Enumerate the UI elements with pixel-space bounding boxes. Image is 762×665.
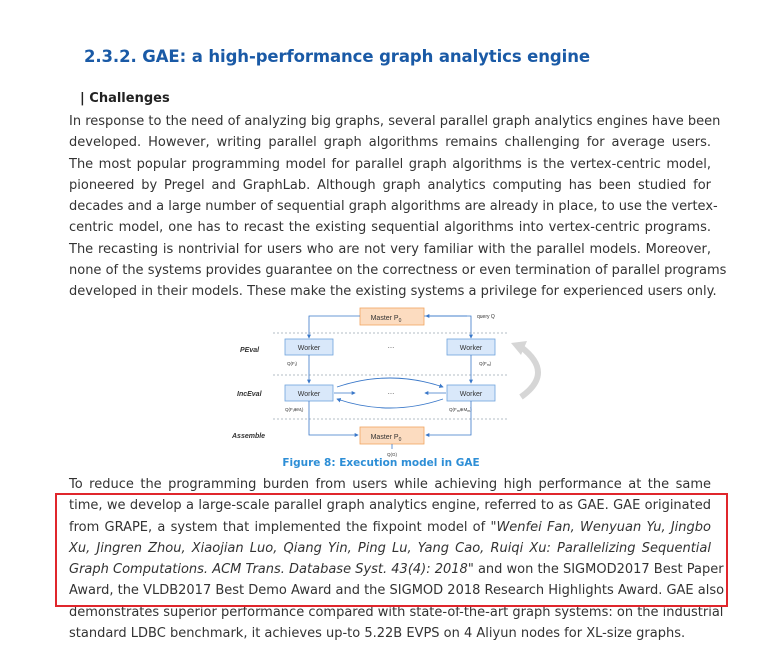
paragraph-line: developed in their models. These make the existing systems a privilege for experienced users only. [69,284,717,300]
dispatch-arrow [309,316,360,338]
phase-label-inceval: IncEval [237,391,262,398]
query-label: query Q [477,314,495,320]
paragraph-line: To reduce the programming burden from users while achieving high performance at the same [69,477,711,492]
paragraph-line: none of the systems provides guarantee on the correctness or even termination of parallel programs [69,263,727,279]
master-label: Master $P_0$ [370,315,402,324]
paragraph-line: Graph Computations. ACM Trans. Database Syst. 43(4): 2018" and won the SIGMOD2017 Best Paper [69,562,724,578]
execution-model-diagram [225,303,555,465]
paragraph-line: decades and a large number of sequential graph algorithms are already in place, to use the vertex- [69,199,718,215]
paragraph-line: In response to the need of analyzing big graphs, several parallel graph analytics engines have been [69,114,721,129]
paragraph-line: centric model, one has to recast the existing sequential algorithms into vertex-centric programs. [69,220,711,236]
paragraph-line: demonstrates superior performance compared with state-of-the-art graph systems: on the industrial [69,604,724,620]
paragraph-line: from GRAPE, a system that implemented the fixpoint model of "Wenfei Fan, Wenyuan Yu, Jingbo [69,519,711,535]
challenges-paragraph [69,111,727,303]
worker-label: Worker [459,391,483,398]
message-arrow [337,378,443,387]
message-arrow [337,399,443,408]
iteration-loop-icon [521,347,538,397]
ellipsis: ... [387,388,395,396]
master-label: Master $P_0$ [370,434,402,443]
dispatch-arrow [424,316,471,338]
section-heading: 2.3.2. GAE: a high-performance graph analytics engine [84,47,590,66]
challenges-subheading: | Challenges [80,91,170,106]
paragraph-line: Award, the VLDB2017 Best Demo Award and the SIGMOD 2018 Research Highlights Award. GAE also [69,583,725,599]
phase-label-peval: PEval [240,347,260,354]
worker-label: Worker [459,345,483,352]
figure-caption: Figure 8: Execution model in GAE [282,457,480,469]
paragraph-line: The recasting is nontrivial for users who are not very familiar with the parallel models. Moreover, [69,241,711,257]
incremental-result-label: $Q(F_m\oplus M_m)$ [449,407,472,413]
ellipsis: ... [387,342,395,350]
partial-result-label: $Q(F_m)$ [479,361,492,367]
paragraph-line: The most popular programming model for parallel graph algorithms is the vertex-centric model, [69,156,711,172]
worker-label: Worker [297,345,321,352]
partial-result-label: $Q(F_i)$ [287,361,298,367]
gae-paragraph [69,474,725,644]
worker-label: Worker [297,391,321,398]
assemble-arrow [309,401,358,435]
paragraph-line: developed. However, writing parallel graph algorithms remains challenging for average users. [69,135,711,151]
phase-label-assemble: Assemble [232,433,266,440]
paragraph-line: pioneered by Pregel and GraphLab. Although graph analytics computing has been studied for [69,177,711,193]
incremental-result-label: $Q(F_i\oplus M_i)$ [285,407,304,413]
paragraph-line: standard LDBC benchmark, it achieves up-to 5.22B EVPS on 4 Aliyun nodes for XL-size graphs. [69,626,686,642]
paragraph-line: Xu, Jingren Zhou, Xiaojian Luo, Qiang Yin, Ping Lu, Yang Cao, Ruiqi Xu: Parallelizing Sequential [69,540,711,556]
paragraph-line: time, we develop a large-scale parallel graph analytics engine, referred to as GAE. GAE originated [69,498,711,514]
final-result-label: Q(G) [387,452,397,457]
